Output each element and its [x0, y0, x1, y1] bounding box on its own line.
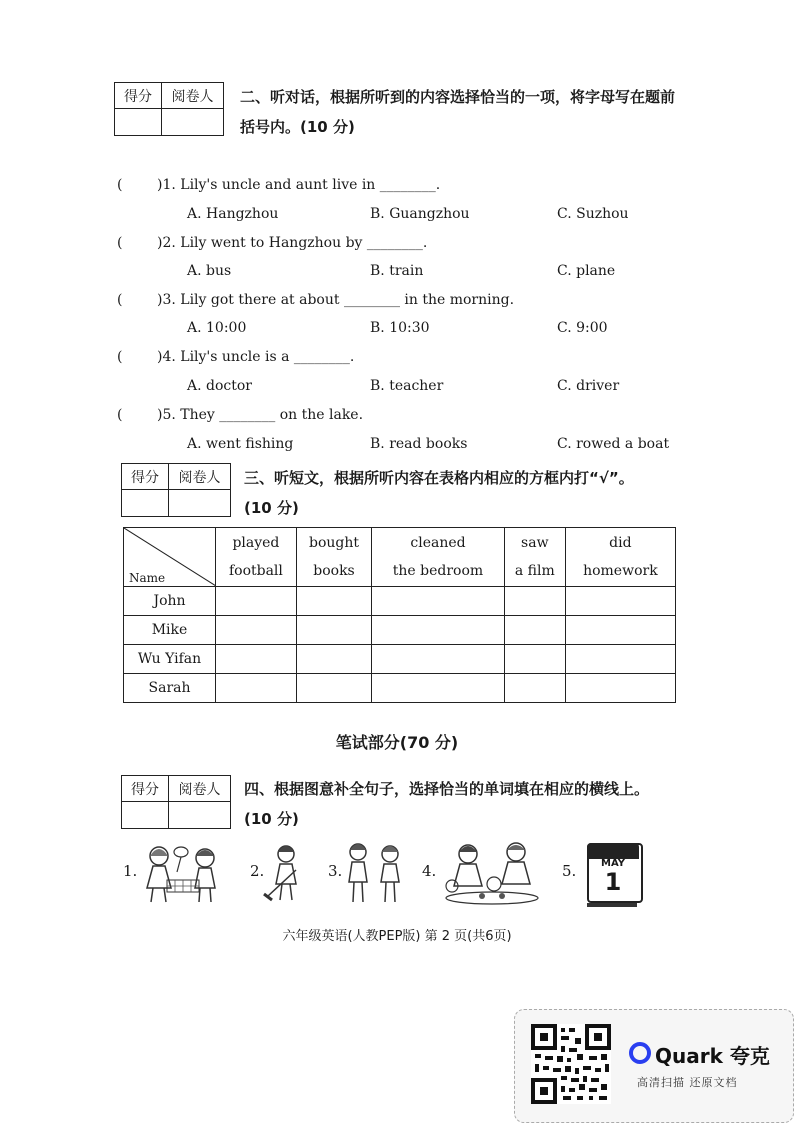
check-cell[interactable]: [372, 674, 505, 703]
picture-number: 4.: [422, 862, 437, 880]
check-cell[interactable]: [565, 616, 675, 645]
check-cell[interactable]: [372, 616, 505, 645]
score-label: 得分: [122, 464, 169, 490]
option-b: B. 10:30: [370, 320, 430, 336]
question-stem: )4. Lily's uncle is a ________.: [157, 349, 355, 365]
calendar-icon: [587, 843, 643, 903]
option-c: C. rowed a boat: [557, 436, 670, 452]
option-b: B. train: [370, 263, 424, 279]
picture-number: 3.: [328, 862, 343, 880]
check-cell[interactable]: [296, 674, 371, 703]
question-stem: )3. Lily got there at about ________ in the morning.: [157, 292, 515, 308]
badminton-kids-illustration: [137, 842, 229, 906]
picture-number: 5.: [562, 862, 577, 880]
option-b: B. Guangzhou: [370, 206, 470, 222]
check-cell[interactable]: [216, 587, 297, 616]
question-stem: )1. Lily's uncle and aunt live in ________.: [157, 177, 441, 193]
score-label: 得分: [122, 776, 169, 802]
option-a: A. Hangzhou: [187, 206, 279, 222]
two-kids-illustration: [340, 840, 410, 906]
check-cell[interactable]: [504, 674, 565, 703]
check-cell[interactable]: [296, 587, 371, 616]
marker-cell: [169, 802, 230, 828]
picture-number: 2.: [250, 862, 265, 880]
check-cell[interactable]: [504, 616, 565, 645]
check-cell[interactable]: [296, 645, 371, 674]
section4-heading: 四、根据图意补全句子，选择恰当的单词填在相应的横线上。 (10 分): [244, 780, 650, 828]
score-box-section4: [121, 775, 231, 829]
score-cell: [122, 490, 169, 516]
calendar-base: [587, 903, 637, 907]
quark-tagline: 高清扫描 还原文档: [637, 1076, 738, 1089]
check-cell[interactable]: [565, 587, 675, 616]
corner-cell: [124, 528, 216, 587]
activity-table: [123, 527, 676, 703]
table-row: [124, 616, 676, 645]
answer-paren: (: [117, 177, 123, 193]
column-header: played football: [216, 528, 297, 587]
option-c: C. Suzhou: [557, 206, 629, 222]
answer-paren: (: [117, 349, 123, 365]
check-cell[interactable]: [372, 587, 505, 616]
marker-cell: [162, 109, 223, 135]
calendar-header: [587, 843, 639, 859]
marker-label: 阅卷人: [162, 83, 223, 109]
score-label: 得分: [115, 83, 162, 109]
name-cell: Wu Yifan: [124, 645, 216, 674]
option-a: A. doctor: [187, 378, 252, 394]
option-a: A. 10:00: [187, 320, 247, 336]
family-picnic-illustration: [436, 840, 548, 906]
check-cell[interactable]: [216, 616, 297, 645]
option-b: B. teacher: [370, 378, 444, 394]
corner-label: Name: [129, 571, 166, 585]
score-box-section2: [114, 82, 224, 136]
name-cell: Sarah: [124, 674, 216, 703]
check-cell[interactable]: [296, 616, 371, 645]
calendar-month: MAY: [601, 858, 625, 869]
column-header: saw a film: [504, 528, 565, 587]
answer-paren: (: [117, 407, 123, 423]
table-row: [124, 587, 676, 616]
option-a: A. went fishing: [187, 436, 294, 452]
check-cell[interactable]: [565, 645, 675, 674]
answer-paren: (: [117, 292, 123, 308]
check-cell[interactable]: [216, 645, 297, 674]
column-header: did homework: [565, 528, 675, 587]
table-row: [124, 645, 676, 674]
written-part-title: 笔试部分(70 分): [335, 733, 459, 752]
answer-paren: (: [117, 235, 123, 251]
option-c: C. plane: [557, 263, 616, 279]
check-cell[interactable]: [565, 674, 675, 703]
column-header: bought books: [296, 528, 371, 587]
score-cell: [115, 109, 162, 135]
qr-code-icon: [531, 1024, 611, 1104]
score-box-section3: [121, 463, 231, 517]
column-header: cleaned the bedroom: [372, 528, 505, 587]
quark-watermark: [514, 1009, 794, 1123]
quark-brand: Quark 夸克: [655, 1044, 770, 1068]
marker-label: 阅卷人: [169, 776, 230, 802]
check-cell[interactable]: [372, 645, 505, 674]
question-stem: )2. Lily went to Hangzhou by ________.: [157, 235, 428, 251]
check-cell[interactable]: [504, 645, 565, 674]
table-row: [124, 674, 676, 703]
score-cell: [122, 802, 169, 828]
page-footer: 六年级英语(人教PEP版) 第 2 页(共6页): [282, 929, 512, 944]
option-c: C. driver: [557, 378, 620, 394]
calendar-day: 1: [604, 868, 622, 896]
marker-label: 阅卷人: [169, 464, 230, 490]
quark-logo-icon: [629, 1042, 651, 1064]
name-cell: John: [124, 587, 216, 616]
picture-number: 1.: [123, 862, 138, 880]
name-cell: Mike: [124, 616, 216, 645]
check-cell[interactable]: [504, 587, 565, 616]
marker-cell: [169, 490, 230, 516]
option-a: A. bus: [187, 263, 232, 279]
section2-heading: 二、听对话，根据所听到的内容选择恰当的一项，将字母写在题前 括号内。(10 分): [240, 88, 676, 136]
check-cell[interactable]: [216, 674, 297, 703]
girl-sweeping-illustration: [262, 842, 312, 906]
question-stem: )5. They ________ on the lake.: [157, 407, 364, 423]
option-b: B. read books: [370, 436, 468, 452]
section3-heading: 三、听短文，根据所听内容在表格内相应的方框内打“√”。 (10 分): [244, 469, 634, 517]
option-c: C. 9:00: [557, 320, 608, 336]
